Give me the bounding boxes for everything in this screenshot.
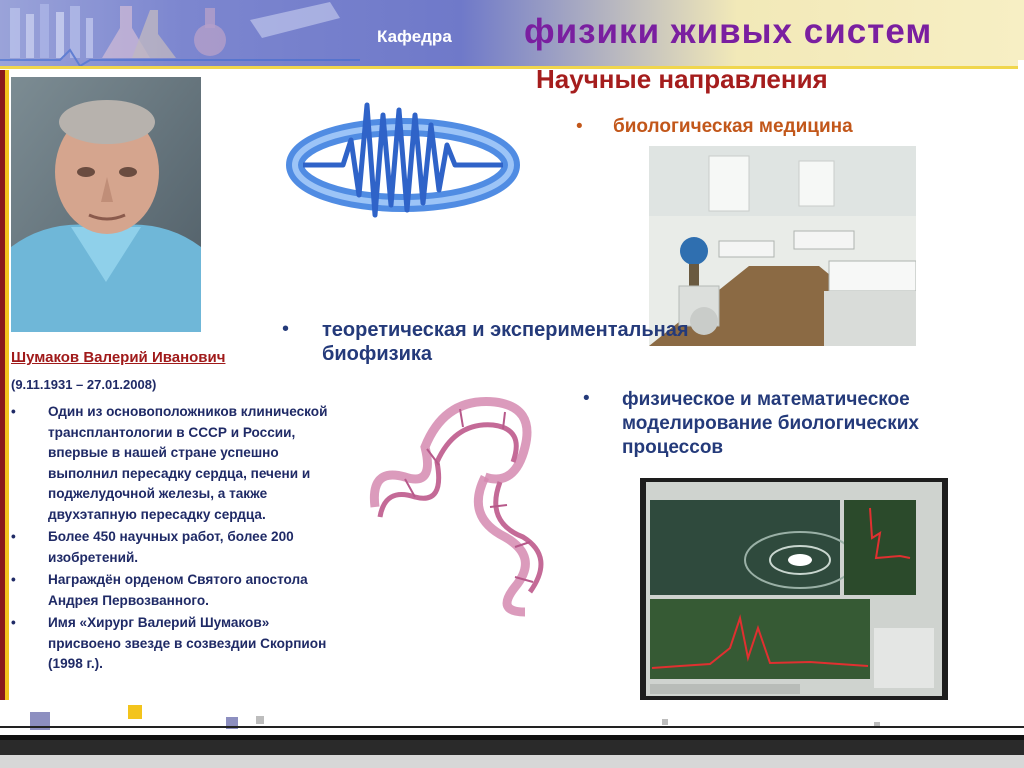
list-item [11, 402, 346, 525]
bio-item-text: Имя «Хирург Валерий Шумаков» присвоено звезде в созвездии Скорпион (1998 г.). [48, 615, 327, 671]
hospital-ward-photo [649, 146, 916, 346]
person-dates: (9.11.1931 – 27.01.2008) [11, 377, 157, 392]
list-item [11, 570, 346, 611]
right-frame-bar [1018, 60, 1024, 440]
left-frame-stripe [5, 70, 9, 750]
heartbeat-ring-logo [283, 85, 523, 235]
bullet-icon: • [11, 615, 16, 630]
list-item [11, 613, 346, 675]
bullet-icon: • [583, 388, 590, 409]
direction-modeling: физическое и математическое моделирование биологических процессов [622, 389, 919, 458]
dna-helix-image [365, 387, 585, 617]
portrait-photo [11, 77, 201, 332]
header-divider [0, 66, 1024, 69]
lab-glassware-image [0, 0, 360, 68]
kafedra-label: Кафедра [377, 27, 452, 46]
bullet-icon: • [11, 572, 16, 587]
bullet-icon: • [11, 404, 16, 419]
header-band [0, 0, 1024, 68]
monitor-simulation-photo [640, 478, 948, 706]
bullet-icon: • [282, 318, 290, 340]
footer-decoration [0, 700, 1024, 768]
direction-biomedicine: биологическая медицина [613, 116, 853, 137]
bio-item-text: Более 450 научных работ, более 200 изобретений. [48, 529, 294, 565]
direction-biophysics: теоретическая и экспериментальная биофизика [322, 319, 689, 365]
bio-item-text: Награждён орденом Святого апостола Андрея Первозванного. [48, 572, 308, 608]
person-name: Шумаков Валерий Иванович [11, 349, 226, 366]
bullet-icon: • [11, 529, 16, 544]
department-name: физики живых систем [524, 12, 933, 51]
bullet-icon: • [576, 116, 583, 137]
slide-title: Научные направления [536, 64, 828, 94]
bio-item-text: Один из основоположников клинической трансплантологии в СССР и России, впервые в нашей стране успешно выполнил пересадку сердца, печени и поджелудочной железы, а также двухэтапную пересадку сердца. [48, 404, 328, 522]
bio-list [11, 402, 346, 677]
list-item [11, 527, 346, 568]
